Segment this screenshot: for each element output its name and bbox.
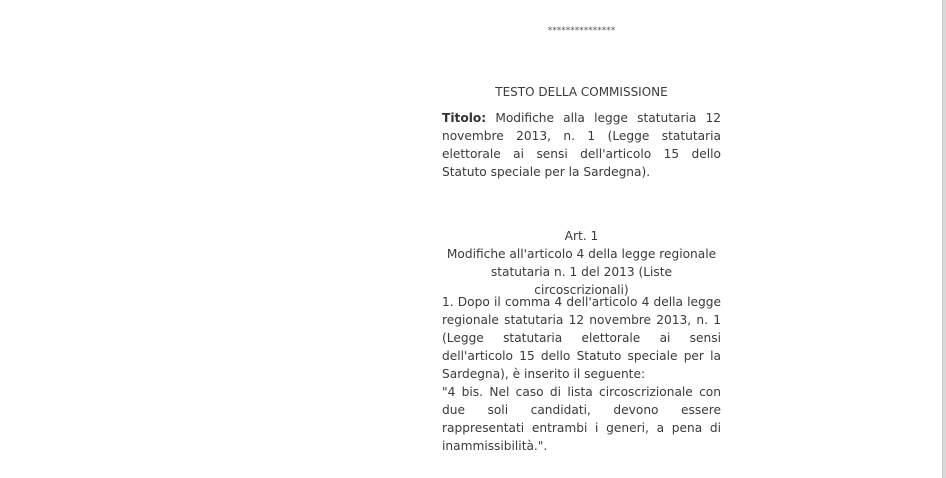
document-body <box>442 22 721 455</box>
title-paragraph <box>442 109 721 181</box>
page-scroll-edge <box>942 0 946 478</box>
title-label: Titolo: <box>442 111 487 125</box>
article-paragraph-1: 1. Dopo il comma 4 dell'articolo 4 della legge regionale statutaria 12 novembre 2013, n. 1 (Legge statutaria elettorale ai sensi dell'articolo 15 dello Statuto speciale per la Sardegna), è inserito il seguente: <box>442 295 721 381</box>
title-text: Modifiche alla legge statutaria 12 novembre 2013, n. 1 (Legge statutaria elettorale ai sensi dell'articolo 15 dello Statuto speciale per la Sardegna). <box>442 111 721 179</box>
article-body <box>442 293 721 455</box>
document-heading: TESTO DELLA COMMISSIONE <box>495 85 668 99</box>
article-heading <box>442 227 721 297</box>
article-subtitle-line2: statutaria n. 1 del 2013 (Liste circoscrizionali) <box>490 265 673 297</box>
article-paragraph-2: "4 bis. Nel caso di lista circoscrizionale con due soli candidati, devono essere rappresentati entrambi i generi, a pena di inammissibilità.". <box>442 385 721 453</box>
article-subtitle-line1: Modifiche all'articolo 4 della legge regionale <box>446 247 717 261</box>
separator: *************** <box>547 26 616 36</box>
article-number: Art. 1 <box>564 229 599 243</box>
